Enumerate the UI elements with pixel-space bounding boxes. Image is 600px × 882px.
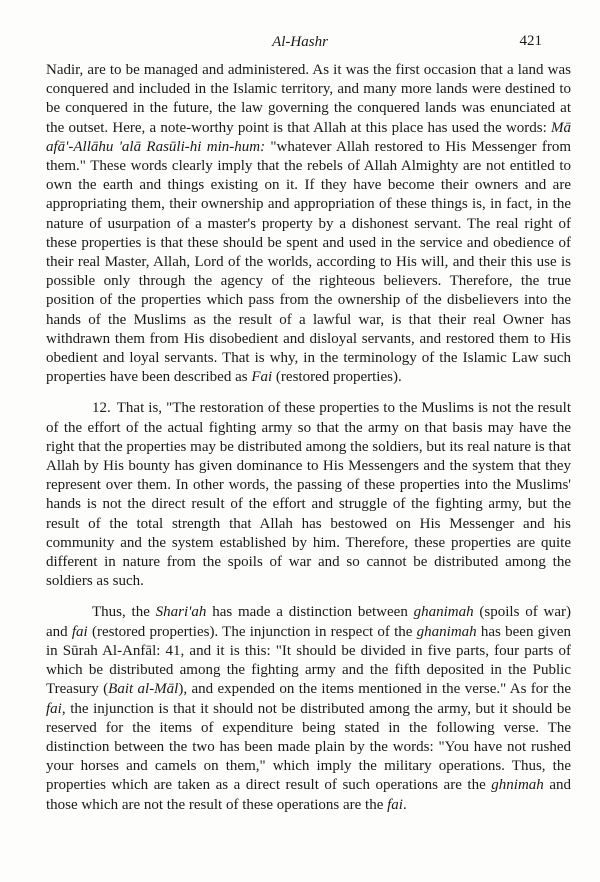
- italic-term: ghnimah: [491, 777, 544, 794]
- text-run: Thus, the: [92, 604, 156, 621]
- italic-term: ghanimah: [413, 604, 474, 621]
- text-run: has been given in Sūrah Al-Anfāl: 41, and it is this: "It should be divided in five parts, four parts of which be distributed among the fighting army and the fifth deposited in the Public Treasury (: [46, 623, 571, 698]
- paragraph-note-12: [46, 399, 571, 591]
- running-title: Al-Hashr: [272, 34, 328, 50]
- italic-term: fai: [46, 700, 62, 717]
- italic-term: fai: [71, 623, 88, 640]
- text-run: That is, "The restoration of these properties to the Muslims is not the result of the effort of the actual fighting army so that the army on that basis may have the right that the properties may be distributed among the soldiers, but its real nature is that Allah by His bounty has given dominance to His Messengers and the system that they represent over them. In other words, the passing of these properties into the Muslims' hands is not the direct result of the effort and struggle of the fighting army, but the result of the total strength that Allah has bestowed on His Messenger and his community and the system established by him. Therefore, these properties are quite different in nature from the spoils of war and so cannot be distributed among the soldiers as such.: [46, 400, 571, 590]
- body-text: [46, 61, 571, 815]
- italic-term: Bait al-Māl: [108, 681, 179, 698]
- text-run: "whatever Allah restored to His Messenger from them." These words clearly imply that the rebels of Allah Almighty are not entitled to own the earth and things existing on it. If they have become their owners and are appropriating them, their ownership and appropriation of these things is, in fact, in the nature of usurpation of a master's property by a dishonest servant. The real right of these properties is that these should be spent and used in the service and obedience of their real Master, Allah, Lord of the worlds, according to His will, and their this use is possible only through the agency of the righteous believers. Therefore, the true position of the properties which pass from the ownership of the disbelievers into the hands of the Muslims as the result of a lawful war, is that their real Owner has withdrawn them from His disobedient and disloyal servants, and restored them to His obedient and loyal servants. That is why, in the terminology of the Islamic Law such properties have been described as: [46, 138, 571, 386]
- page-number: 421: [519, 33, 542, 49]
- text-run: .: [402, 796, 407, 813]
- text-run: , the injunction is that it should not be distributed among the army, but it should be reserved for the items of expenditure being stated in the following verse. The distinction between the two has been made plain by the words: "You have not rushed your horses and camels on them," which imply the military operations. Thus, the properties which are taken as a direct result of such operations are the: [46, 700, 571, 794]
- text-run: (restored properties).: [272, 369, 402, 386]
- italic-term: fai: [387, 796, 403, 813]
- italic-term: Fai: [251, 369, 273, 386]
- paragraph-shariah-distinction: [46, 603, 571, 814]
- text-run: Nadir, are to be managed and administered. As it was the first occasion that a land was conquered and included in the Islamic territory, and many more lands were destined to be conquered in the future, the law governing the conquered lands was enunciated at the outset. Here, a note-worthy point is that Allah at this place has used the words:: [46, 62, 571, 136]
- text-run: (spoils of war) and: [46, 604, 571, 640]
- note-number: 12.: [92, 400, 111, 417]
- italic-term: Shari'ah: [155, 604, 207, 621]
- text-run: has made a distinction between: [206, 604, 414, 621]
- paragraph-continuation: [46, 61, 571, 387]
- italic-term: ghanimah: [416, 623, 477, 640]
- text-run: and those which are not the result of these operations are the: [46, 777, 571, 813]
- text-run: ), and expended on the items mentioned in the verse." As for the: [178, 681, 571, 698]
- italic-term: Mā afā'-Allāhu 'alā Rasūli-hi min-hum:: [46, 119, 571, 155]
- text-run: (restored properties). The injunction in respect of the: [87, 623, 417, 640]
